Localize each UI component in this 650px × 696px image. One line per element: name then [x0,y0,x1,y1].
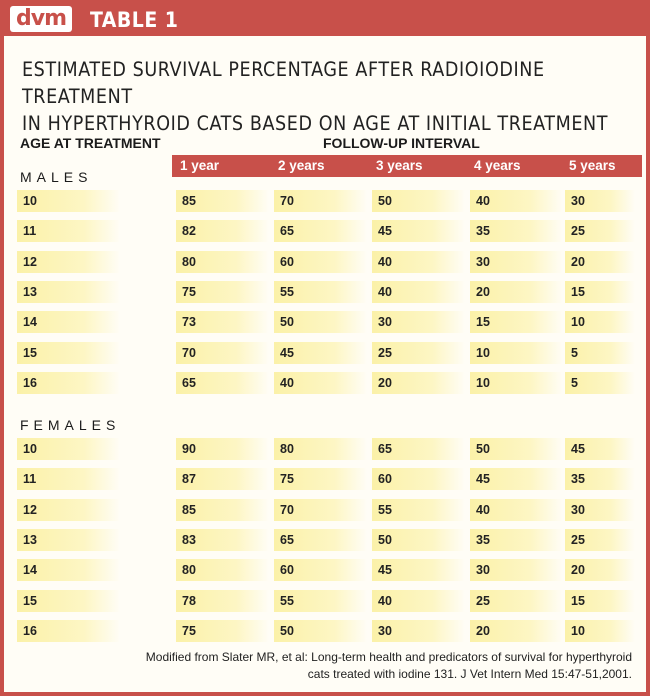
age-cell: 12 [17,251,120,273]
survival-cell: 65 [372,438,465,460]
age-cell: 15 [17,342,120,364]
table-row [4,342,650,364]
survival-cell: 15 [565,281,635,303]
survival-cell: 40 [372,590,465,612]
survival-cell: 25 [470,590,563,612]
age-cell: 11 [17,220,120,242]
survival-cell: 85 [176,499,269,521]
table-row [4,372,650,394]
title-line-2: IN HYPERTHYROID CATS BASED ON AGE AT INITIAL TREATMENT [22,112,609,135]
females-group-label: FEMALES [20,417,121,433]
survival-cell: 10 [470,372,563,394]
survival-cell: 35 [565,468,635,490]
age-column-header: AGE AT TREATMENT [20,135,161,151]
table-row [4,499,650,521]
age-cell: 10 [17,438,120,460]
year-header: 1 year [180,158,220,173]
age-cell: 13 [17,281,120,303]
year-header: 3 years [376,158,423,173]
survival-cell: 70 [274,190,367,212]
survival-cell: 55 [274,281,367,303]
year-header: 4 years [474,158,521,173]
survival-cell: 83 [176,529,269,551]
survival-cell: 85 [176,190,269,212]
survival-cell: 80 [176,251,269,273]
survival-cell: 60 [274,251,367,273]
survival-cell: 50 [470,438,563,460]
footnote-line-2: cats treated with iodine 131. J Vet Intern Med 15:47-51,2001. [307,667,632,681]
survival-cell: 55 [372,499,465,521]
table-row [4,311,650,333]
age-cell: 11 [17,468,120,490]
survival-cell: 20 [565,251,635,273]
age-cell: 12 [17,499,120,521]
survival-cell: 60 [274,559,367,581]
year-header-bar [172,155,642,177]
table-row [4,190,650,212]
table-row [4,529,650,551]
survival-cell: 82 [176,220,269,242]
survival-cell: 65 [176,372,269,394]
survival-cell: 40 [274,372,367,394]
age-cell: 16 [17,620,120,642]
survival-cell: 25 [565,220,635,242]
survival-cell: 30 [470,559,563,581]
survival-cell: 20 [470,620,563,642]
survival-cell: 78 [176,590,269,612]
survival-cell: 35 [470,220,563,242]
survival-cell: 45 [565,438,635,460]
age-cell: 14 [17,311,120,333]
survival-cell: 90 [176,438,269,460]
survival-cell: 30 [372,311,465,333]
table-row [4,438,650,460]
table-title [22,56,642,137]
survival-cell: 45 [372,220,465,242]
survival-cell: 5 [565,342,635,364]
survival-cell: 60 [372,468,465,490]
title-line-1: ESTIMATED SURVIVAL PERCENTAGE AFTER RADIOIODINE TREATMENT [22,58,545,108]
survival-cell: 70 [176,342,269,364]
survival-cell: 30 [565,190,635,212]
table-row [4,468,650,490]
survival-cell: 55 [274,590,367,612]
survival-cell: 40 [470,190,563,212]
survival-cell: 10 [470,342,563,364]
males-group-label: MALES [20,169,93,185]
survival-cell: 73 [176,311,269,333]
survival-cell: 87 [176,468,269,490]
header-bar [4,4,650,36]
survival-cell: 45 [274,342,367,364]
survival-cell: 10 [565,311,635,333]
survival-cell: 35 [470,529,563,551]
survival-cell: 45 [372,559,465,581]
table-row [4,620,650,642]
survival-cell: 40 [372,251,465,273]
survival-cell: 75 [176,281,269,303]
table-row [4,251,650,273]
survival-cell: 40 [372,281,465,303]
survival-cell: 40 [470,499,563,521]
survival-cell: 50 [274,311,367,333]
survival-cell: 75 [176,620,269,642]
dvm-logo: dvm [10,6,72,32]
table-row [4,220,650,242]
footnote [34,649,632,683]
survival-cell: 50 [372,190,465,212]
survival-cell: 30 [470,251,563,273]
survival-cell: 65 [274,220,367,242]
survival-cell: 70 [274,499,367,521]
survival-cell: 10 [565,620,635,642]
footnote-line-1: Modified from Slater MR, et al: Long-term health and predicators of survival for hyperthyroid [145,650,632,664]
age-cell: 14 [17,559,120,581]
survival-cell: 20 [565,559,635,581]
survival-cell: 75 [274,468,367,490]
year-header: 2 years [278,158,325,173]
table-label: TABLE 1 [90,8,179,32]
survival-cell: 65 [274,529,367,551]
survival-cell: 25 [565,529,635,551]
survival-cell: 50 [372,529,465,551]
table-row [4,559,650,581]
age-cell: 16 [17,372,120,394]
interval-column-header: FOLLOW-UP INTERVAL [323,135,480,151]
survival-cell: 80 [176,559,269,581]
survival-cell: 20 [470,281,563,303]
survival-cell: 45 [470,468,563,490]
table-row [4,590,650,612]
survival-cell: 80 [274,438,367,460]
age-cell: 15 [17,590,120,612]
survival-cell: 15 [565,590,635,612]
age-cell: 10 [17,190,120,212]
survival-cell: 20 [372,372,465,394]
age-cell: 13 [17,529,120,551]
year-header: 5 years [569,158,616,173]
survival-cell: 50 [274,620,367,642]
survival-cell: 30 [372,620,465,642]
survival-cell: 30 [565,499,635,521]
table-row [4,281,650,303]
survival-cell: 15 [470,311,563,333]
survival-cell: 25 [372,342,465,364]
survival-cell: 5 [565,372,635,394]
